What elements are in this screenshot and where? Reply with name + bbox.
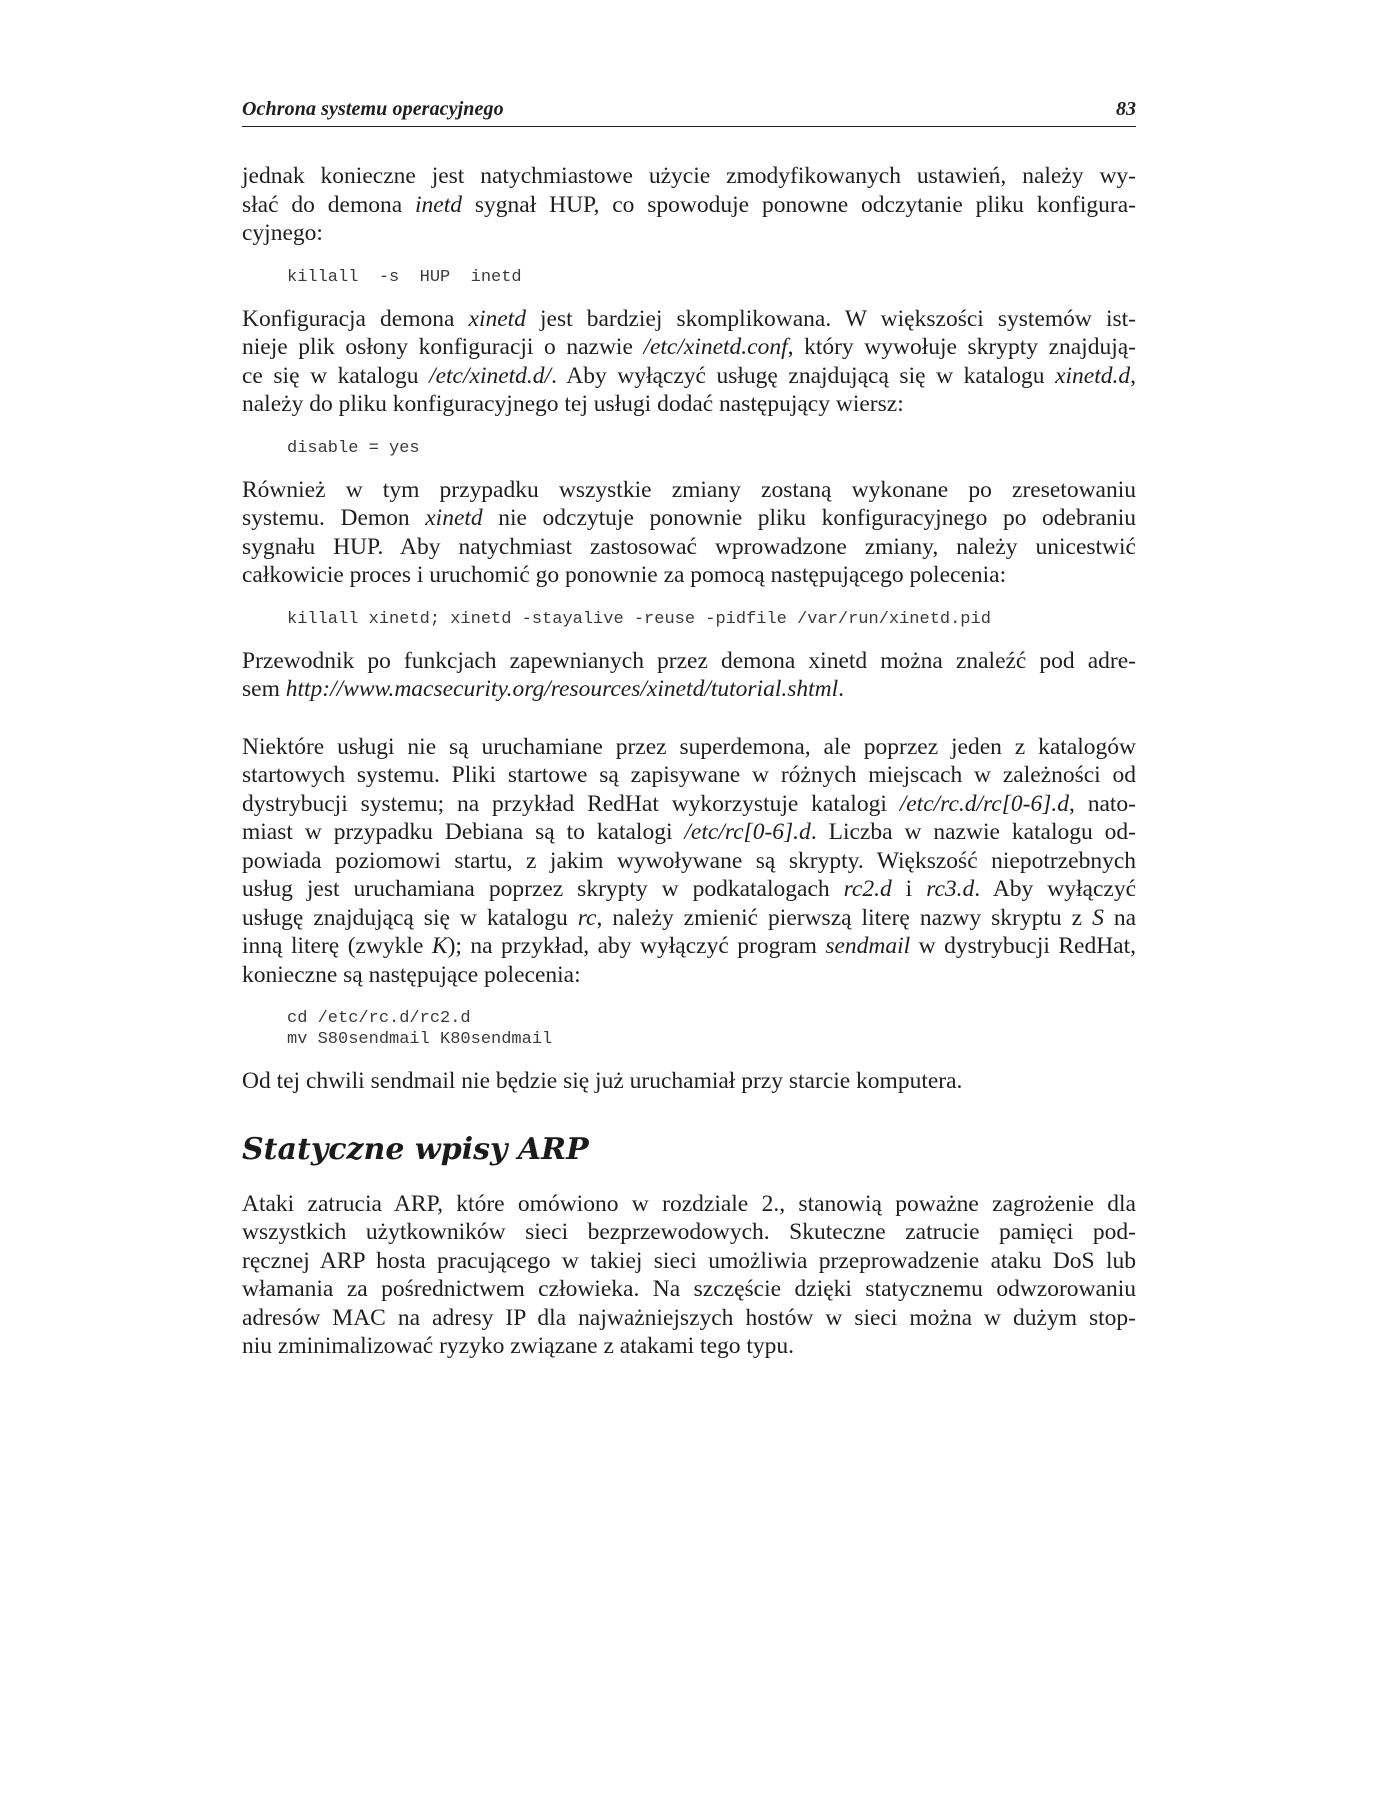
text-run: sem bbox=[242, 676, 286, 702]
text-run: słać do demona bbox=[242, 191, 416, 218]
text-line: konieczne są następujące polecenia: bbox=[242, 961, 581, 988]
text-run: . Aby wyłączyć bbox=[974, 876, 1137, 902]
text-run: systemu. Demon bbox=[242, 505, 426, 531]
text-line: sygnału HUP. Aby natychmiast zastosować wprowadzone zmiany, należy unicestwić bbox=[242, 533, 1136, 560]
text-line: Od tej chwili sendmail nie będzie się już uruchamiał przy starcie komputera. bbox=[242, 1068, 963, 1094]
text-line: wszystkich użytkowników sieci bezprzewodowych. Skuteczne zatrucie pamięci pod- bbox=[242, 1219, 1136, 1245]
text-run: , który wywołuje skrypty znajdują- bbox=[787, 334, 1136, 360]
text-run: na bbox=[1103, 904, 1137, 931]
text-line bbox=[242, 875, 1136, 904]
text-line: ręcznej ARP hosta pracującego w takiej sieci umożliwia przeprowadzenie ataku DoS lub bbox=[242, 1247, 1136, 1274]
text-line: startowych systemu. Pliki startowe są zapisywane w różnych miejscach w zależności od bbox=[242, 762, 1136, 788]
code-block-killall-inetd: killall -s HUP inetd bbox=[287, 267, 522, 287]
text-line: należy do pliku konfiguracyjnego tej usługi dodać następujący wiersz: bbox=[242, 391, 904, 417]
text-run: . Liczba w nazwie katalogu od- bbox=[810, 819, 1136, 845]
text-run: miast w przypadku Debiana są to katalogi bbox=[242, 819, 685, 845]
paragraph-xinetd-tutorial bbox=[242, 647, 1136, 704]
text-run-italic: /etc/xinetd.d/ bbox=[429, 362, 552, 389]
text-run-italic: rc3.d bbox=[926, 876, 975, 902]
paragraph-xinetd-config bbox=[242, 305, 1136, 419]
text-run: dystrybucji systemu; na przykład RedHat wykorzystuje katalogi bbox=[242, 790, 900, 817]
text-line bbox=[242, 504, 1136, 533]
text-line bbox=[242, 362, 1136, 391]
text-line bbox=[242, 675, 1136, 704]
running-header bbox=[242, 96, 1136, 127]
text-run: w dystrybucji RedHat, bbox=[910, 933, 1137, 959]
paragraph-startup-directories bbox=[242, 733, 1136, 990]
text-line bbox=[242, 305, 1136, 334]
text-run: ce się w katalogu bbox=[242, 362, 430, 389]
text-run: , bbox=[1130, 362, 1136, 389]
text-run-italic: rc bbox=[577, 904, 597, 931]
text-line bbox=[242, 932, 1136, 961]
code-line: cd /etc/rc.d/rc2.d bbox=[287, 1009, 471, 1028]
text-run-italic: sendmail bbox=[825, 933, 911, 959]
text-run: usługę znajdującą się w katalogu bbox=[242, 904, 578, 931]
paragraph-arp-poisoning bbox=[242, 1190, 1136, 1361]
section-heading: Statyczne wpisy ARP bbox=[242, 1131, 589, 1167]
text-run: sygnał HUP, co spowoduje ponowne odczytanie pliku konfigura- bbox=[462, 191, 1136, 218]
text-run: inną literę (zwykle bbox=[242, 933, 432, 959]
paragraph-inetd-hup bbox=[242, 162, 1136, 248]
text-line: niu zminimalizować ryzyko związane z atakami tego typu. bbox=[242, 1333, 795, 1359]
text-line: włamania za pośrednictwem człowieka. Na szczęście dzięki statycznemu odwzorowaniu bbox=[242, 1276, 1136, 1302]
text-line bbox=[242, 904, 1136, 933]
text-run: nie odczytuje ponownie pliku konfiguracyjnego po odebraniu bbox=[482, 505, 1136, 531]
text-run-italic: /etc/xinetd.conf bbox=[643, 334, 788, 360]
text-line: powiada poziomowi startu, z jakim wywoływane są skrypty. Większość niepotrzebnych bbox=[242, 847, 1136, 874]
text-line: Również w tym przypadku wszystkie zmiany zostaną wykonane po zresetowaniu bbox=[242, 476, 1136, 503]
text-run: i bbox=[891, 876, 927, 902]
text-run: . Aby wyłączyć usługę znajdującą się w katalogu bbox=[551, 362, 1056, 389]
text-run-italic: inetd bbox=[415, 191, 463, 218]
page-number: 83 bbox=[1116, 98, 1136, 120]
text-run: jest bardziej skomplikowana. W większości systemów ist- bbox=[525, 305, 1136, 332]
text-run-italic: xinetd.d bbox=[1055, 362, 1131, 389]
page-body bbox=[242, 162, 1136, 1361]
text-run: . bbox=[838, 676, 845, 702]
text-run-italic: xinetd bbox=[425, 505, 483, 531]
paragraph-xinetd-restart bbox=[242, 476, 1136, 590]
text-line: cyjnego: bbox=[242, 220, 323, 246]
code-block-sendmail bbox=[242, 1008, 1136, 1050]
code-line: mv S80sendmail K80sendmail bbox=[287, 1030, 553, 1049]
code-block-disable-yes: disable = yes bbox=[287, 438, 420, 458]
text-line bbox=[242, 191, 1136, 220]
text-run: ); na przykład, aby wyłączyć program bbox=[447, 933, 826, 959]
tutorial-url: http://www.macsecurity.org/resources/xinetd/tutorial.shtml bbox=[285, 676, 839, 702]
text-run: , nato- bbox=[1068, 790, 1136, 817]
code-block-killall-xinetd: killall xinetd; xinetd -stayalive -reuse -pidfile /var/run/xinetd.pid bbox=[287, 609, 991, 629]
text-line: jednak konieczne jest natychmiastowe użycie zmodyfikowanych ustawień, należy wy- bbox=[242, 163, 1136, 189]
text-line: Przewodnik po funkcjach zapewnianych przez demona xinetd można znaleźć pod adre- bbox=[242, 647, 1136, 674]
text-run-italic: S bbox=[1092, 904, 1104, 931]
text-run: usług jest uruchamiana poprzez skrypty w podkatalogach bbox=[242, 876, 844, 902]
text-run-italic: /etc/rc.d/rc[0-6].d bbox=[899, 790, 1069, 817]
text-line: Ataki zatrucia ARP, które omówiono w rozdziale 2., stanowią poważne zagrożenie dla bbox=[242, 1190, 1136, 1217]
text-line bbox=[242, 333, 1136, 362]
paragraph-sendmail-note bbox=[242, 1067, 1136, 1096]
running-title: Ochrona systemu operacyjnego bbox=[242, 98, 504, 120]
text-run-italic: rc2.d bbox=[843, 876, 892, 902]
text-line: adresów MAC na adresy IP dla najważniejszych hostów w sieci można w dużym stop- bbox=[242, 1304, 1136, 1331]
text-run: , należy zmienić pierwszą literę nazwy skryptu z bbox=[596, 904, 1093, 931]
text-run-italic: xinetd bbox=[468, 305, 526, 332]
text-run: nieje plik osłony konfiguracji o nazwie bbox=[242, 334, 644, 360]
text-run-italic: /etc/rc[0-6].d bbox=[684, 819, 811, 845]
text-line bbox=[242, 790, 1136, 819]
text-run: Konfiguracja demona bbox=[242, 305, 469, 332]
text-run-italic: K bbox=[431, 933, 448, 959]
text-line bbox=[242, 818, 1136, 847]
text-line: całkowicie proces i uruchomić go ponownie za pomocą następującego polecenia: bbox=[242, 562, 1007, 588]
text-line: Niektóre usługi nie są uruchamiane przez superdemona, ale poprzez jeden z katalogów bbox=[242, 733, 1136, 760]
